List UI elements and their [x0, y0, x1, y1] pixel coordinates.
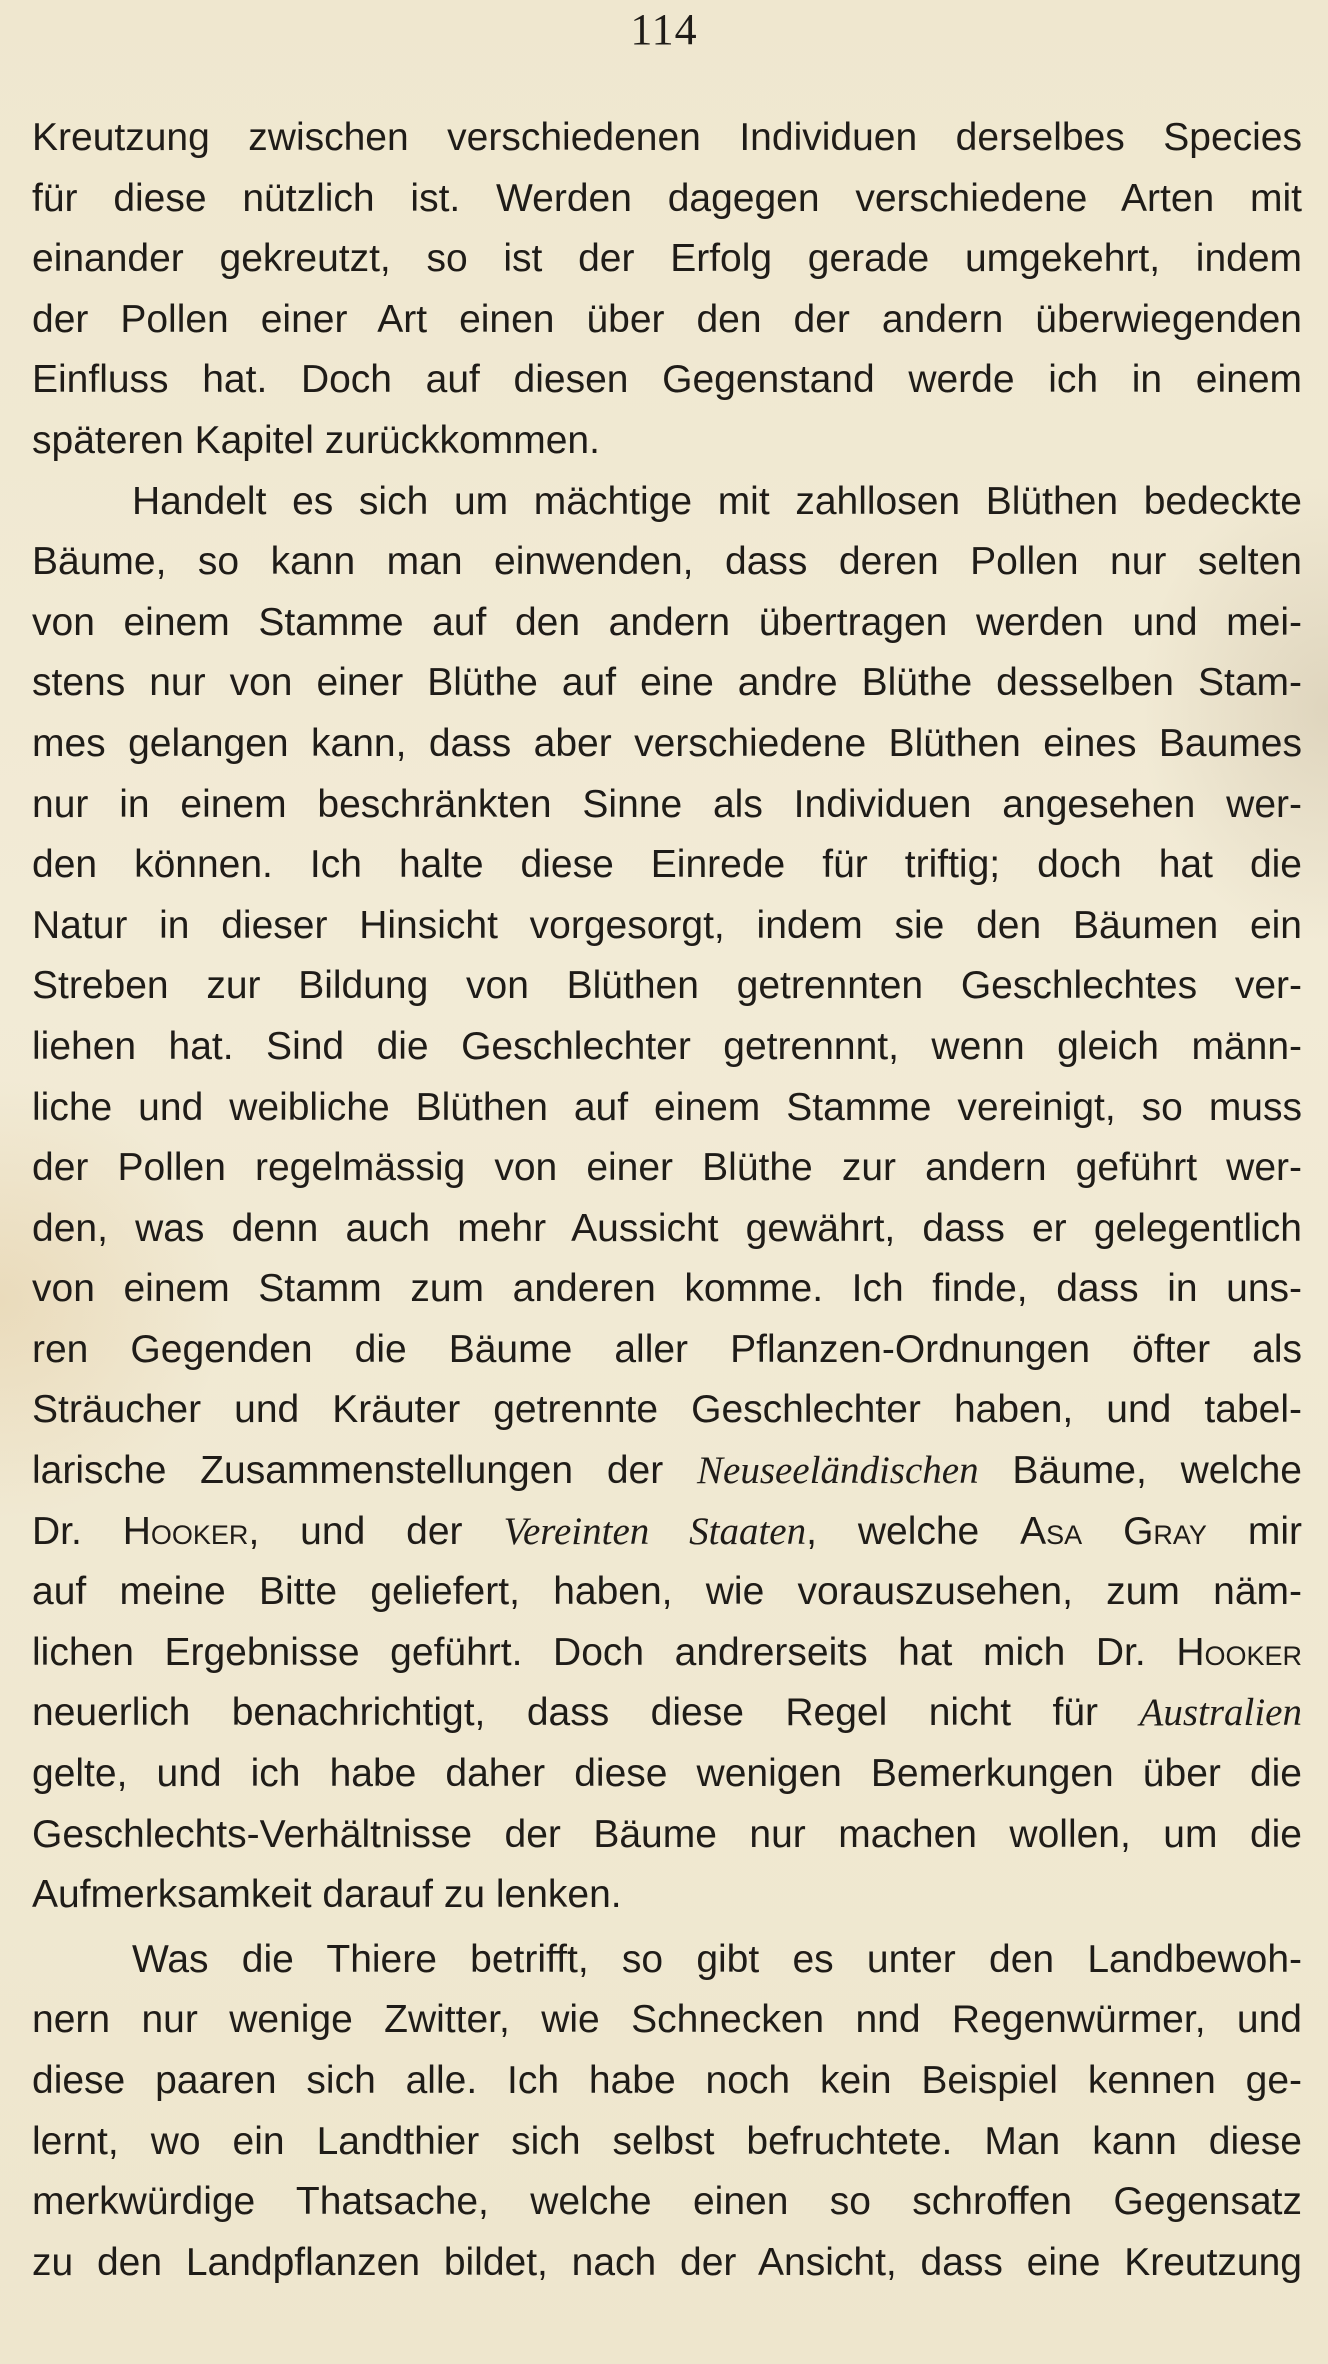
text-line: Aufmerksamkeit darauf zu lenken.: [32, 1873, 622, 1917]
text-line: von einem Stamm zum anderen komme. Ich finde, dass in uns-: [32, 1267, 1302, 1311]
text-line: den, was denn auch mehr Aussicht gewährt, dass er gelegentlich: [32, 1206, 1302, 1250]
text-line: nur in einem beschränkten Sinne als Individuen angesehen wer-: [32, 782, 1302, 826]
text-line: den können. Ich halte diese Einrede für triftig; doch hat die: [32, 843, 1302, 887]
text-line: der Pollen regelmässig von einer Blüthe zur andern geführt wer-: [32, 1146, 1302, 1190]
text-run: larische Zusammenstellungen der: [32, 1449, 697, 1493]
text-line: gelte, und ich habe daher diese wenigen Bemerkungen über die: [32, 1752, 1302, 1796]
italic-place-name: Neuseeländischen: [697, 1449, 979, 1493]
text-line: späteren Kapitel zurückkommen.: [32, 418, 600, 462]
text-line: Kreutzung zwischen verschiedenen Individuen derselbes Species: [32, 116, 1302, 159]
text-line: einander gekreutzt, so ist der Erfolg gerade umgekehrt, indem: [32, 237, 1302, 281]
text-line: Geschlechts-Verhältnisse der Bäume nur machen wollen, um die: [32, 1812, 1302, 1856]
text-line: stens nur von einer Blüthe auf eine andre Blüthe desselben Stam-: [32, 661, 1302, 705]
text-line: Bäume, so kann man einwenden, dass deren Pollen nur selten: [32, 540, 1302, 584]
body-text: [32, 108, 1302, 2293]
text-run: Bäume, welche: [978, 1449, 1302, 1493]
text-run: , und der: [248, 1509, 504, 1553]
text-run: Dr.: [32, 1509, 123, 1553]
author-name-hooker: Hooker: [1176, 1630, 1302, 1674]
text-run: lichen Ergebnisse geführt. Doch andrerseits hat mich Dr.: [32, 1630, 1177, 1674]
text-line: Einfluss hat. Doch auf diesen Gegenstand werde ich in einem: [32, 358, 1302, 402]
text-run: , welche: [806, 1509, 1021, 1553]
text-line: lernt, wo ein Landthier sich selbst befruchtete. Man kann diese: [32, 2119, 1302, 2163]
author-name-asa-gray: Asa Gray: [1020, 1509, 1207, 1553]
text-line: merkwürdige Thatsache, welche einen so schroffen Gegensatz: [32, 2180, 1302, 2224]
text-line: [32, 1441, 1302, 1502]
text-line: mes gelangen kann, dass aber verschiedene Blüthen eines Baumes: [32, 721, 1302, 765]
text-line: Handelt es sich um mächtige mit zahllosen Blüthen bedeckte: [132, 479, 1302, 523]
text-line: [32, 1502, 1302, 1563]
text-line: liehen hat. Sind die Geschlechter getrennnt, wenn gleich männ-: [32, 1024, 1302, 1068]
text-line: liche und weibliche Blüthen auf einem Stamme vereinigt, so muss: [32, 1085, 1302, 1129]
text-line: von einem Stamme auf den andern übertragen werden und mei-: [32, 600, 1302, 644]
text-line: nern nur wenige Zwitter, wie Schnecken nnd Regenwürmer, und: [32, 1998, 1302, 2042]
author-name-hooker: Hooker: [122, 1509, 249, 1553]
text-line: zu den Landpflanzen bildet, nach der Ansicht, dass eine Kreutzung: [32, 2240, 1302, 2284]
text-run: neuerlich benachrichtigt, dass diese Regel nicht für: [32, 1691, 1140, 1735]
text-line: diese paaren sich alle. Ich habe noch kein Beispiel kennen ge-: [32, 2059, 1302, 2102]
text-line: der Pollen einer Art einen über den der andern überwiegenden: [32, 297, 1302, 341]
text-line: Sträucher und Kräuter getrennte Geschlechter haben, und tabel-: [32, 1388, 1302, 1432]
text-line: ren Gegenden die Bäume aller Pflanzen-Ordnungen öfter als: [32, 1327, 1302, 1371]
text-line: auf meine Bitte geliefert, haben, wie vorauszusehen, zum näm-: [32, 1570, 1302, 1614]
italic-place-name: Australien: [1139, 1691, 1302, 1735]
page-number: 114: [630, 5, 698, 54]
text-line: Natur in dieser Hinsicht vorgesorgt, indem sie den Bäumen ein: [32, 903, 1302, 947]
text-line: [32, 1683, 1302, 1744]
text-line: für diese nützlich ist. Werden dagegen verschiedene Arten mit: [32, 176, 1302, 220]
text-line: [32, 1623, 1302, 1684]
text-line: Streben zur Bildung von Blüthen getrennten Geschlechtes ver-: [32, 964, 1302, 1008]
italic-place-name: Vereinten Staaten: [503, 1509, 807, 1553]
text-line: Was die Thiere betrifft, so gibt es unter den Landbewoh-: [132, 1937, 1302, 1981]
text-run: mir: [1206, 1509, 1302, 1553]
